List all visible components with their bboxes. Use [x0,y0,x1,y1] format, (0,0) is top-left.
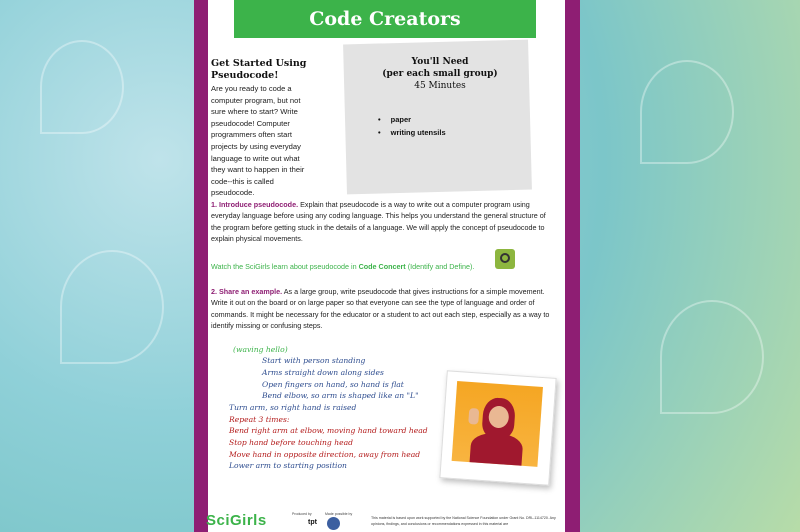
tpt-logo: tpt [308,519,317,526]
produced-by-label: Produced by [292,512,312,516]
example-line: Repeat 3 times: [229,415,290,424]
step-2-heading: 2. Share an example. [211,287,283,296]
intro-body: Are you ready to code a computer program, but not sure where to start? Write pseudocode! Computer programmers often start projects by using everyday language to write out what they want to happen in their code--this is called pseudocode. [211,84,305,198]
paisley-decoration [660,300,764,414]
nsf-logo-icon [327,517,340,530]
example-line: Move hand in opposite direction, away from head [229,450,421,459]
example-line: Open fingers on hand, so hand is flat [262,380,404,389]
intro-title: Get Started Using Pseudocode! [211,58,307,81]
paisley-decoration [40,40,124,134]
paisley-decoration [60,250,164,364]
video-suffix: (Identify and Define). [407,262,475,271]
step-2-text: As a large group, write pseudocode that gives instructions for a simple movement. Write it out on the board or on large paper so that everyone can see the type of language and order of commands. It might be necessary for the educator or a student to act out each step, especially as a way to identify missing or confusing steps. [211,287,550,331]
materials-item: • paper [378,113,446,126]
materials-list [378,113,446,139]
girl-waving-photo [452,381,543,467]
scigirls-logo: SciGirls [206,512,267,529]
page-title: Code Creators [234,0,536,38]
materials-subtitle: (per each small group) [382,69,498,79]
example-label: (waving hello) [233,345,288,354]
video-prefix: Watch the SciGirls learn about pseudocode in [211,262,357,271]
example-line: Start with person standing [262,356,366,365]
duration: 45 Minutes [414,81,466,91]
waving-hand-shape [468,408,479,425]
example-line: Lower arm to starting position [229,461,347,470]
example-line: Stop hand before touching head [229,438,353,447]
example-line: Bend elbow, so arm is shaped like an "L" [262,391,419,400]
funded-by-label: Made possible by [325,512,353,516]
materials-item: • writing utensils [378,126,446,139]
step-1-text: Explain that pseudocode is a way to write out a computer program using everyday language before using any coding language. This helps you understand the general structure of the program before getting stuck in the details of a language. We will apply the concept of pseudocode to explain physical movements. [211,200,546,244]
video-reference [211,262,474,271]
video-camera-icon[interactable] [495,249,515,269]
step-1 [211,199,556,245]
example-line: Bend right arm at elbow, moving hand toward head [229,426,428,435]
body-shape [469,432,523,467]
paisley-decoration [640,60,734,164]
step-2 [211,286,556,332]
example-line: Turn arm, so right hand is raised [229,403,357,412]
materials-heading [355,56,525,92]
photo-frame [439,370,556,485]
footer-fine-print: This material is based upon work supported by the National Science Foundation under Grant No. DRL-1114720. Any opinions, findings, and conclusions or recommendations expressed in this material are [371,516,556,526]
example-line: Arms straight down along sides [262,368,384,377]
video-link[interactable]: Code Concert [358,262,406,271]
step-1-heading: 1. Introduce pseudocode. [211,200,299,209]
materials-title: You'll Need [411,57,469,67]
